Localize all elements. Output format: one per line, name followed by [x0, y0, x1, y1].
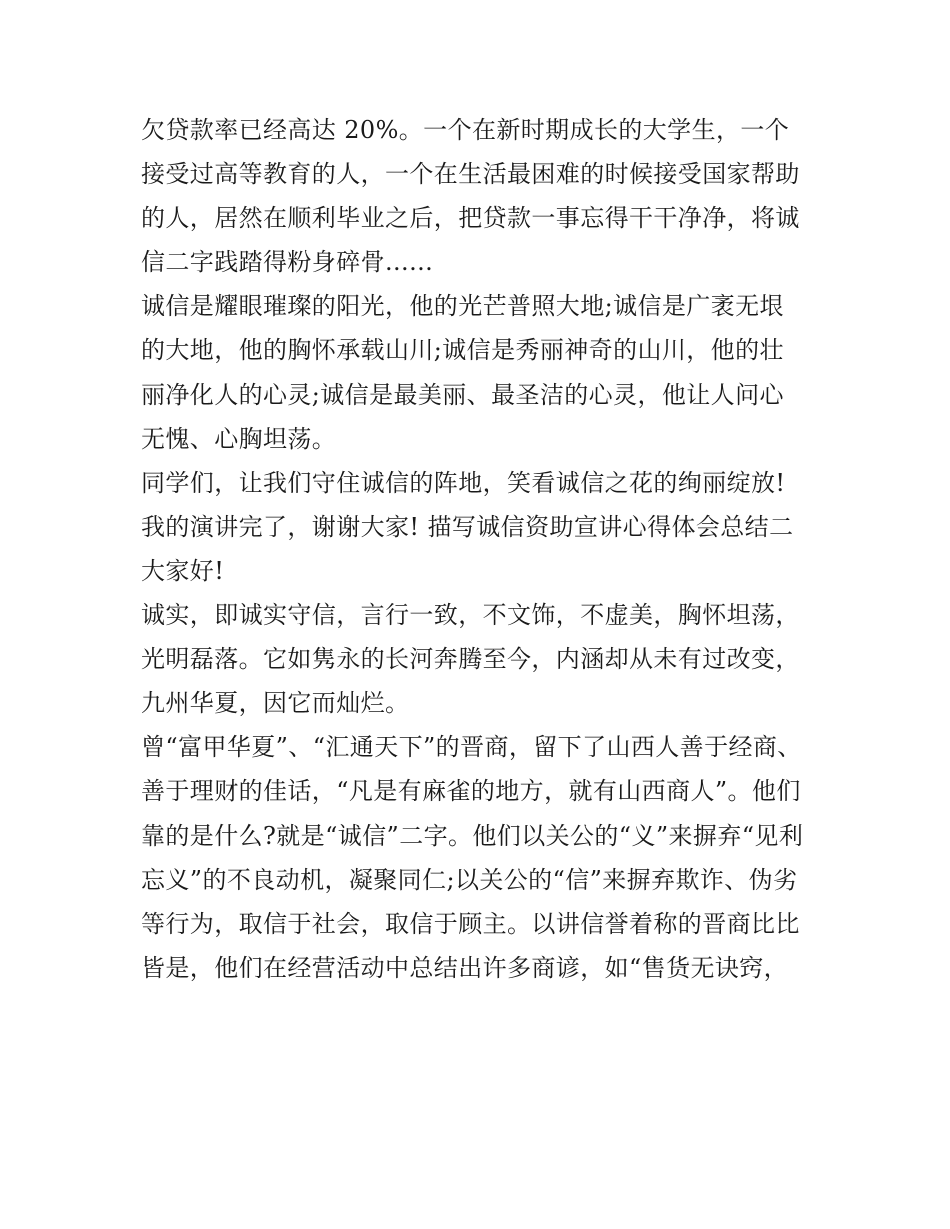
text-line: 光明磊落。它如隽永的长河奔腾至今，内涵却从未有过改变， [141, 645, 800, 674]
text-line: 接受过高等教育的人，一个在生活最困难的时候接受国家帮助 [141, 160, 800, 189]
text-line: 九州华夏，因它而灿烂。 [141, 689, 410, 718]
text-line: 善于理财的佳话，“凡是有麻雀的地方，就有山西商人”。他们 [141, 777, 801, 806]
text-line: 忘义”的不良动机，凝聚同仁;以关公的“信”来摒弃欺诈、伪劣 [141, 865, 798, 894]
text-line: 曾“富甲华夏”、“汇通天下”的晋商，留下了山西人善于经商、 [141, 733, 802, 762]
text-line: 的人，居然在顺利毕业之后，把贷款一事忘得干干净净，将诚 [141, 204, 800, 233]
text-line: 信二字践踏得粉身碎骨...... [141, 248, 434, 277]
text-line: 靠的是什么?就是“诚信”二字。他们以关公的“义”来摒弃“见利 [141, 821, 804, 850]
text-line: 诚信是耀眼璀璨的阳光，他的光芒普照大地;诚信是广袤无垠 [141, 292, 784, 321]
text-line: 诚实，即诚实守信，言行一致，不文饰，不虚美，胸怀坦荡， [141, 601, 800, 630]
text-line: 丽净化人的心灵;诚信是最美丽、最圣洁的心灵，他让人问心 [141, 380, 784, 409]
text-line: 无愧、心胸坦荡。 [141, 424, 337, 453]
text-line: 大家好! [141, 556, 225, 585]
text-line: 同学们，让我们守住诚信的阵地，笑看诚信之花的绚丽绽放! [141, 468, 786, 497]
text-line: 等行为，取信于社会，取信于顾主。以讲信誉着称的晋商比比 [141, 909, 800, 938]
text-line: 的大地，他的胸怀承载山川;诚信是秀丽神奇的山川，他的壮 [141, 336, 784, 365]
text-line: 欠贷款率已经高达 20%。一个在新时期成长的大学生，一个 [141, 116, 790, 144]
document-body [141, 108, 821, 990]
text-line: 我的演讲完了，谢谢大家! 描写诚信资助宣讲心得体会总结二 [141, 512, 794, 541]
text-line: 皆是，他们在经营活动中总结出许多商谚，如“售货无诀窍， [141, 953, 789, 982]
